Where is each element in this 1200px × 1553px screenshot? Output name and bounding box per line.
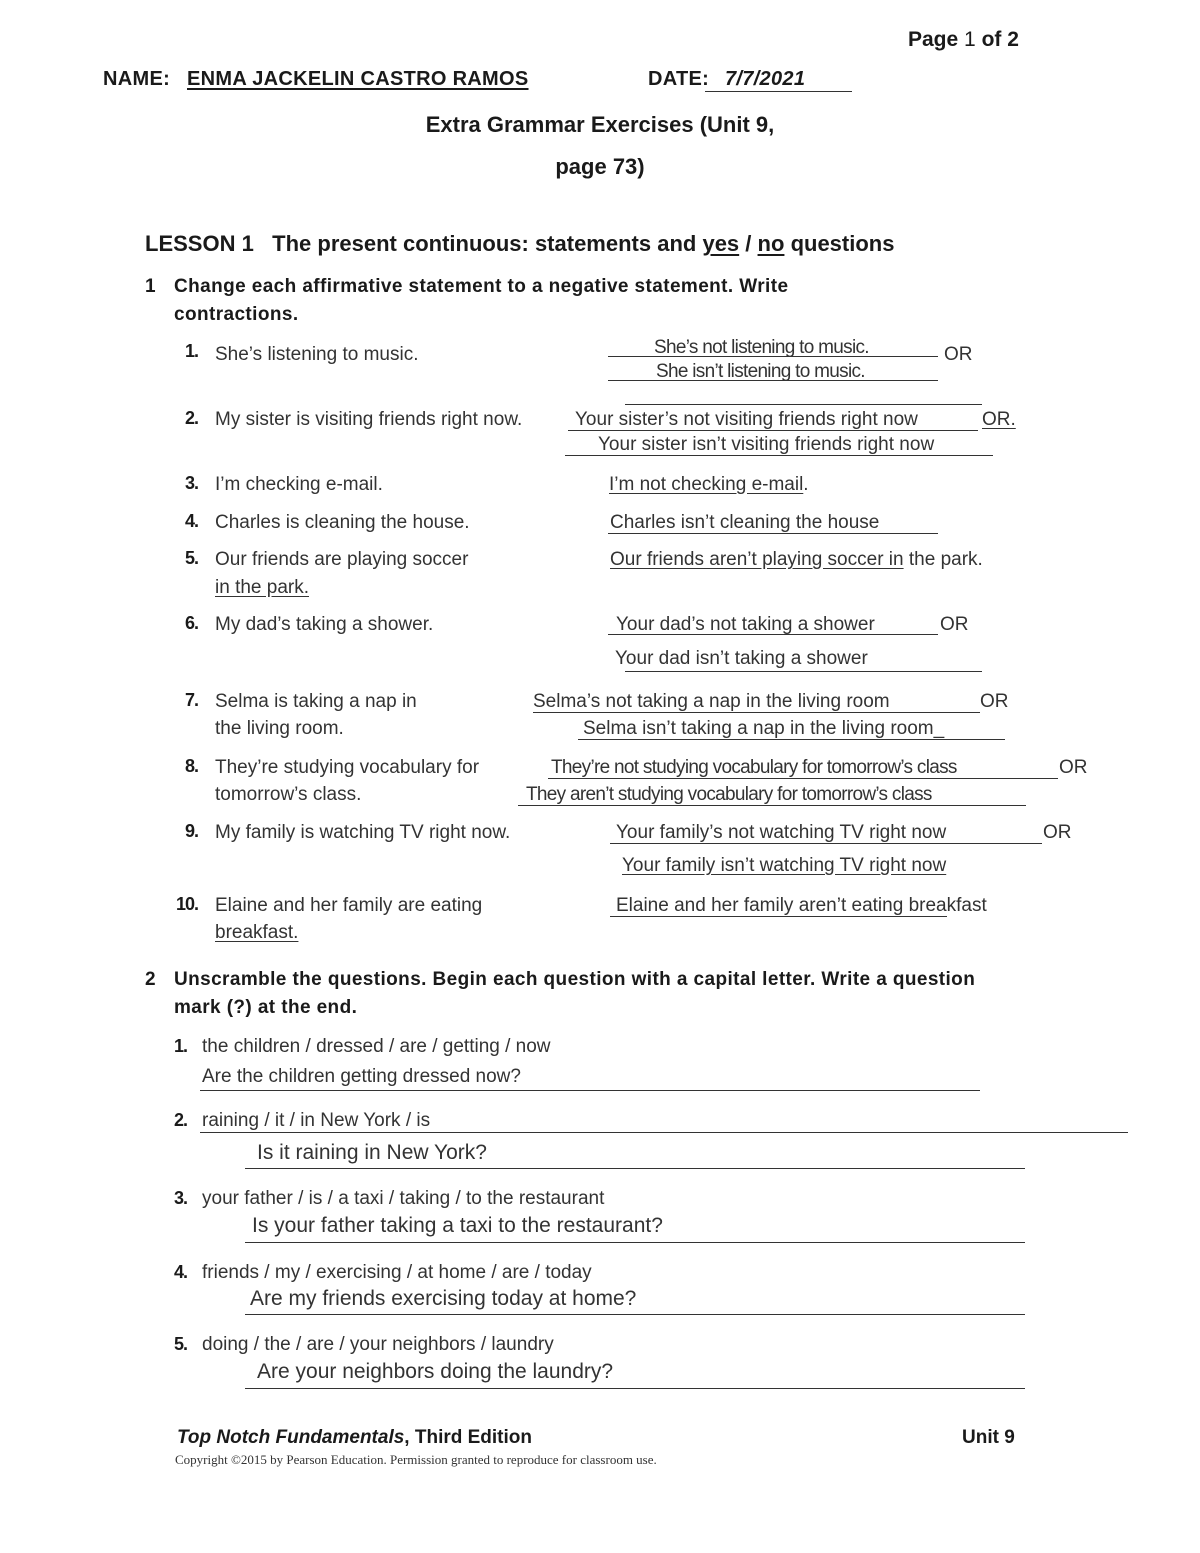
- footer-book-title: Top Notch Fundamentals, Third Edition: [177, 1427, 532, 1448]
- item-answer: Our friends aren’t playing soccer in the park.: [610, 549, 983, 570]
- page-number: [908, 28, 1019, 52]
- exercise1-instruction-line2: contractions.: [174, 304, 299, 325]
- item-answer-alt: Your sister isn’t visiting friends right now: [598, 434, 935, 455]
- answer-line: [610, 843, 1042, 844]
- item-number: 4.: [173, 1262, 187, 1282]
- item-number: 2.: [184, 408, 198, 428]
- lesson-title-post: questions: [790, 231, 895, 256]
- or-label: OR: [940, 614, 969, 635]
- item-statement: They’re studying vocabulary for: [215, 757, 480, 778]
- item-statement: My family is watching TV right now.: [215, 822, 511, 843]
- item-number: 2.: [173, 1110, 187, 1130]
- item-number: 3.: [173, 1188, 187, 1208]
- item-answer-alt: Your dad isn’t taking a shower: [615, 648, 868, 669]
- answer-line: [245, 1168, 1025, 1169]
- item-statement-cont: in the park.: [215, 577, 309, 598]
- item-answer: Selma’s not taking a nap in the living room: [533, 691, 890, 712]
- answer-line: [533, 712, 980, 713]
- page-current: 1: [964, 28, 976, 51]
- answer-line: [200, 1132, 1128, 1133]
- item-number: 9.: [184, 821, 198, 841]
- worksheet-title-line2: page 73): [555, 154, 645, 179]
- unscrambled-answer: Are your neighbors doing the laundry?: [257, 1360, 614, 1383]
- item-answer-alt: They aren’t studying vocabulary for tomorrow’s class: [526, 784, 932, 805]
- answer-line: [608, 380, 938, 381]
- exercise2-number: 2: [145, 969, 156, 990]
- answer-line: [200, 1090, 980, 1091]
- answer-line: [245, 1242, 1025, 1243]
- or-label: OR: [1043, 822, 1072, 843]
- scrambled-prompt: raining / it / in New York / is: [202, 1110, 431, 1131]
- item-answer: Your sister’s not visiting friends right now: [575, 409, 918, 430]
- lesson-slash: /: [745, 231, 752, 256]
- item-statement-cont: tomorrow’s class.: [215, 784, 362, 805]
- footer-copyright: Copyright ©2015 by Pearson Education. Permission granted to reproduce for classroom use.: [175, 1452, 657, 1467]
- item-number: 1.: [184, 341, 198, 361]
- scrambled-prompt: friends / my / exercising / at home / are / today: [202, 1262, 592, 1283]
- answer-line: [608, 356, 938, 357]
- item-number: 4.: [184, 511, 198, 531]
- item-answer-alt: Your family isn’t watching TV right now: [622, 855, 947, 876]
- item-answer: I’m not checking e-mail.: [609, 474, 809, 495]
- item-number: 3.: [184, 473, 198, 493]
- item-statement: Our friends are playing soccer: [215, 549, 469, 570]
- date-label: DATE:: [648, 68, 710, 90]
- unscrambled-answer: Are the children getting dressed now?: [202, 1066, 521, 1087]
- answer-line: [548, 778, 1058, 779]
- lesson-yes: yes: [702, 231, 740, 256]
- item-answer: Your dad’s not taking a shower: [616, 614, 875, 635]
- name-label: NAME:: [103, 68, 171, 90]
- item-number: 6.: [184, 613, 198, 633]
- item-number: 1.: [173, 1036, 187, 1056]
- answer-line: [625, 671, 982, 672]
- item-number: 5.: [173, 1334, 187, 1354]
- item-answer: Elaine and her family aren’t eating breakfast: [616, 895, 987, 916]
- item-statement: My sister is visiting friends right now.: [215, 409, 523, 430]
- page-total: of 2: [981, 28, 1019, 51]
- item-number: 5.: [184, 548, 198, 568]
- answer-line: [610, 916, 947, 917]
- item-answer: They’re not studying vocabulary for tomorrow’s class: [551, 757, 957, 778]
- item-statement: I’m checking e-mail.: [215, 474, 383, 495]
- footer-unit: Unit 9: [962, 1427, 1015, 1448]
- exercise2-instruction-line1: Unscramble the questions. Begin each question with a capital letter. Write a question: [174, 969, 976, 990]
- scrambled-prompt: doing / the / are / your neighbors / laundry: [202, 1334, 554, 1355]
- answer-line: [578, 739, 1005, 740]
- item-statement-cont: breakfast.: [215, 922, 299, 943]
- item-answer-alt: Selma isn’t taking a nap in the living room_: [583, 718, 945, 739]
- item-statement: My dad’s taking a shower.: [215, 614, 434, 635]
- item-answer: Charles isn’t cleaning the house: [610, 512, 880, 533]
- date-value: 7/7/2021: [725, 68, 806, 90]
- answer-line: [518, 805, 1026, 806]
- page-label: Page: [908, 28, 959, 51]
- item-number: 10.: [175, 894, 198, 914]
- lesson-no: no: [757, 231, 785, 256]
- answer-line: [608, 533, 938, 534]
- item-answer-alt: She isn’t listening to music.: [656, 361, 865, 382]
- scrambled-prompt: your father / is / a taxi / taking / to the restaurant: [202, 1188, 605, 1209]
- answer-line: [245, 1388, 1025, 1389]
- or-label: OR: [980, 691, 1009, 712]
- or-label: OR.: [982, 409, 1016, 430]
- answer-line: [565, 455, 993, 456]
- unscrambled-answer: Is your father taking a taxi to the restaurant?: [252, 1214, 663, 1237]
- item-number: 7.: [184, 690, 198, 710]
- item-number: 8.: [184, 756, 198, 776]
- item-answer: She’s not listening to music.: [654, 337, 869, 358]
- item-statement: Charles is cleaning the house.: [215, 512, 470, 533]
- answer-line: [625, 404, 982, 405]
- date-underline: [705, 91, 852, 92]
- or-label: OR: [944, 344, 973, 365]
- name-value: ENMA JACKELIN CASTRO RAMOS: [187, 68, 529, 90]
- exercise1-instruction-line1: Change each affirmative statement to a negative statement. Write: [174, 276, 789, 297]
- answer-line: [608, 634, 938, 635]
- scrambled-prompt: the children / dressed / are / getting / now: [202, 1036, 551, 1057]
- lesson-title-pre: The present continuous: statements and: [272, 231, 697, 256]
- item-statement: She’s listening to music.: [215, 344, 419, 365]
- item-statement: Elaine and her family are eating: [215, 895, 483, 916]
- unscrambled-answer: Is it raining in New York?: [257, 1141, 487, 1164]
- answer-line: [245, 1314, 1025, 1315]
- lesson-label: LESSON 1: [145, 231, 254, 256]
- item-answer: Your family’s not watching TV right now: [616, 822, 947, 843]
- exercise2-instruction-line2: mark (?) at the end.: [174, 997, 358, 1018]
- exercise1-number: 1: [145, 276, 156, 297]
- worksheet-title-line1: Extra Grammar Exercises (Unit 9,: [425, 112, 775, 137]
- item-statement-cont: the living room.: [215, 718, 344, 739]
- or-label: OR: [1059, 757, 1088, 778]
- lesson-heading: [145, 231, 894, 257]
- unscrambled-answer: Are my friends exercising today at home?: [250, 1287, 637, 1310]
- answer-line: [568, 430, 978, 431]
- item-statement: Selma is taking a nap in: [215, 691, 417, 712]
